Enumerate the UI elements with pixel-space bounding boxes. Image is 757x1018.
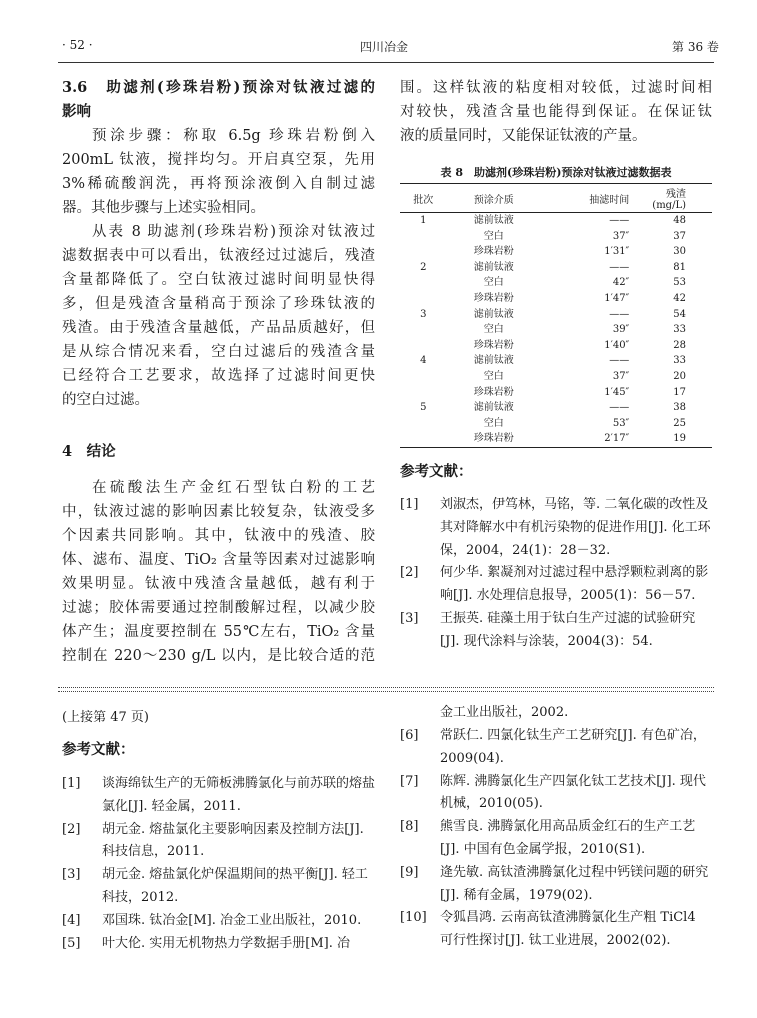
- page-number: · 52 ·: [62, 38, 93, 52]
- paragraph-line: 控制在 220～230 g/L 以内，是比较合适的范: [62, 648, 375, 664]
- table-cell: ——: [609, 355, 630, 367]
- reference-number: [3]: [400, 610, 419, 626]
- table-cell: ——: [609, 261, 630, 273]
- paragraph-line: 过滤；胶体需要通过控制酸解过程，以减少胶: [62, 600, 375, 616]
- table-cell: 空白: [483, 277, 504, 289]
- paragraph-line: 含量都降低了。空白钛液过滤时间明显快得: [62, 272, 375, 288]
- table-cell: ——: [609, 402, 630, 414]
- left-column: [62, 76, 375, 412]
- table-cell: 珍珠岩粉: [473, 433, 514, 445]
- reference-text: 何少华. 絮凝剂对过滤过程中悬浮颗粒剥离的影响[J]. 水处理信息报导，2005(1)：56－57.: [440, 565, 709, 604]
- paragraph-line: 多，但是残渣含量稍高于预涂了珍珠钛液的: [62, 296, 375, 312]
- table-cell: 2: [420, 261, 427, 273]
- table-cell: 30: [673, 246, 686, 258]
- reference-text: 刘淑杰，伊笃林，马铭，等. 二氧化碳的改性及其对降解水中有机污染物的促进作用[J]. 化工环保，2004，24(1)：28－32.: [440, 497, 711, 558]
- table-row: [400, 260, 712, 276]
- table-cell: 19: [673, 433, 686, 445]
- section-separator: [58, 687, 714, 692]
- table-cell: 81: [673, 261, 686, 273]
- table-cell: 3: [420, 308, 427, 320]
- table-cell: 5: [420, 402, 427, 414]
- references-list: [400, 494, 712, 654]
- reference-item: [400, 562, 712, 608]
- reference-item: [400, 907, 712, 953]
- table-cell: [400, 291, 447, 307]
- reference-number: [4]: [62, 912, 81, 928]
- table-cell: 39″: [612, 324, 630, 336]
- table-cell: 滤前钛液: [473, 215, 514, 226]
- column-header: 批次: [413, 194, 434, 206]
- reference-text: 谈海绵钛生产的无筛板沸腾氯化与前苏联的熔盐氯化[J]. 轻金属，2011.: [102, 776, 376, 814]
- reference-text: 邓国珠. 钛冶金[M]. 冶金工业出版社，2010.: [102, 912, 362, 928]
- table-row: [400, 416, 712, 432]
- section-title-line: 3.6 助滤剂(珍珠岩粉)预涂对钛液过滤的: [62, 79, 375, 96]
- table-row: [400, 275, 712, 291]
- paragraph-line: 体、滤布、温度、TiO₂ 含量等因素对过滤影响: [62, 552, 375, 568]
- paragraph-line: 体产生；温度要控制在 55℃左右，TiO₂ 含量: [62, 624, 375, 640]
- table-row: [400, 213, 712, 229]
- reference-5-continued: 金工业出版社，2002.: [440, 705, 569, 720]
- reference-number: [5]: [62, 935, 81, 951]
- table-cell: 33: [673, 324, 686, 336]
- table-cell: 42: [673, 292, 686, 304]
- table-cell: 珍珠岩粉: [473, 292, 514, 304]
- table-row: [400, 385, 712, 401]
- table-cell: 珍珠岩粉: [473, 246, 514, 258]
- table-cell: 空白: [483, 417, 504, 429]
- reference-number: [1]: [400, 497, 419, 512]
- table-cell: [400, 322, 447, 338]
- table-row: [400, 338, 712, 354]
- references-title: 参考文献：: [400, 463, 473, 480]
- table-cell: 珍珠岩粉: [473, 339, 514, 351]
- table-cell: 4: [420, 355, 427, 367]
- paragraph-line: 预涂步骤：称取 6.5g 珍珠岩粉倒入: [92, 128, 375, 144]
- paragraph-line: 在硫酸法生产金红石型钛白粉的工艺: [92, 480, 375, 496]
- table-cell: 1: [420, 215, 427, 226]
- table-cell: 20: [673, 370, 686, 382]
- continued-note: (上接第 47 页): [62, 710, 149, 725]
- table-cell: 28: [673, 339, 686, 351]
- table-row: [400, 229, 712, 245]
- paragraph-line: 3%稀硫酸润洗，再将预涂液倒入自制过滤: [62, 176, 375, 192]
- table-cell: 37″: [612, 370, 630, 382]
- table-row: [400, 431, 712, 447]
- column-header: 残渣(mg/L): [652, 189, 686, 211]
- reference-number: [8]: [400, 819, 419, 835]
- right-column-text: [400, 76, 712, 148]
- paragraph-line: 效果明显。钛液中残渣含量越低，越有利于: [62, 576, 375, 592]
- reference-number: [1]: [62, 776, 81, 791]
- reference-number: [6]: [400, 728, 419, 743]
- table-cell: ——: [609, 215, 630, 226]
- table-cell: 空白: [483, 324, 504, 336]
- bottom-references-right: [400, 725, 712, 953]
- reference-item: [400, 494, 712, 562]
- reference-item: [400, 608, 712, 654]
- reference-text: 王振英. 硅藻土用于钛白生产过滤的试验研究[J]. 现代涂料与涂装，2004(3)：54.: [440, 610, 696, 649]
- table-row: [400, 244, 712, 260]
- table-header-row: [400, 184, 712, 213]
- table-row: [400, 307, 712, 323]
- table-row: [400, 369, 712, 385]
- table-cell: 滤前钛液: [473, 402, 514, 414]
- header-rule: [58, 62, 714, 63]
- table-cell: [400, 229, 447, 245]
- reference-text: 令狐昌鸿. 云南高钛渣沸腾氯化生产粗 TiCl4 可行性探讨[J]. 钛工业进展，2002(02).: [440, 910, 696, 949]
- reference-number: [3]: [62, 867, 81, 883]
- paragraph-line: 对较快，残渣含量也能得到保证。在保证钛: [400, 104, 712, 120]
- table-cell: [400, 369, 447, 385]
- paragraph-line: 是从综合情况来看，空白过滤后的残渣含量: [62, 344, 375, 360]
- reference-item: [400, 725, 712, 771]
- table-cell: 滤前钛液: [473, 308, 514, 320]
- reference-text: 陈辉. 沸腾氯化生产四氯化钛工艺技术[J]. 现代机械，2010(05).: [440, 773, 706, 812]
- table-cell: 滤前钛液: [473, 355, 514, 367]
- bottom-references-title: 参考文献：: [62, 741, 135, 758]
- reference-text: 常跃仁. 四氯化钛生产工艺研究[J]. 有色矿冶，2009(04).: [440, 728, 706, 766]
- table-cell: 25: [673, 417, 686, 429]
- reference-item: [62, 819, 375, 865]
- table-cell: 2′17″: [604, 433, 630, 445]
- table-row: [400, 322, 712, 338]
- table-cell: 滤前钛液: [473, 261, 514, 273]
- table-cell: 空白: [483, 370, 504, 382]
- data-table: [400, 183, 712, 448]
- reference-item: [62, 773, 375, 819]
- table-cell: [400, 431, 447, 447]
- conclusion-section: [62, 440, 375, 668]
- reference-item: [400, 771, 712, 817]
- table-cell: 17: [673, 386, 686, 398]
- table-row: [400, 291, 712, 307]
- paragraph-line: 从表 8 助滤剂(珍珠岩粉)预涂对钛液过: [92, 224, 375, 240]
- table-cell: 54: [673, 308, 686, 320]
- table-cell: 53″: [612, 417, 630, 429]
- paragraph-line: 残渣。由于残渣含量越低，产品品质越好，但: [62, 320, 375, 336]
- table-cell: 1′47″: [604, 292, 630, 304]
- table-cell: [400, 338, 447, 354]
- reference-number: [2]: [400, 565, 419, 581]
- table-cell: 53: [673, 277, 686, 289]
- table-caption: 表 8 助滤剂(珍珠岩粉)预涂对钛液过滤数据表: [440, 166, 672, 179]
- reference-text: 叶大伦. 实用无机物热力学数据手册[M]. 冶: [102, 935, 350, 951]
- table-cell: 空白: [483, 230, 504, 242]
- table-cell: 48: [673, 215, 686, 226]
- table-cell: 1′40″: [604, 339, 630, 351]
- reference-number: [10]: [400, 910, 427, 926]
- paragraph-line: 个因素共同影响。其中，钛液中的残渣、胶: [62, 528, 375, 544]
- paragraph-line: 的空白过滤。: [62, 392, 149, 408]
- table-cell: 37″: [612, 230, 630, 242]
- reference-text: 逄先敏. 高钛渣沸腾氯化过程中钙镁问题的研究[J]. 稀有金属，1979(02).: [440, 864, 709, 903]
- reference-text: 胡元金. 熔盐氯化主要影响因素及控制方法[J]. 科技信息，2011.: [102, 821, 364, 860]
- table-cell: 1′45″: [604, 386, 630, 398]
- paragraph-line: 已经符合工艺要求，故选择了过滤时间更快: [62, 368, 375, 384]
- reference-item: [400, 816, 712, 862]
- table-cell: [400, 385, 447, 401]
- reference-text: 熊雪良. 沸腾氯化用高品质金红石的生产工艺[J]. 中国有色金属学报，2010(S1).: [440, 819, 696, 857]
- reference-number: [7]: [400, 773, 419, 789]
- paragraph-line: 中，钛液过滤的影响因素比较复杂，钛液受多: [62, 504, 375, 520]
- table-cell: 37: [673, 230, 686, 242]
- table-cell: ——: [609, 308, 630, 320]
- reference-number: [9]: [400, 864, 419, 880]
- bottom-references-left: [62, 773, 375, 955]
- table-cell: 1′31″: [604, 246, 630, 258]
- reference-text: 胡元金. 熔盐氯化炉保温期间的热平衡[J]. 轻工科技，2012.: [102, 867, 368, 905]
- table-cell: [400, 275, 447, 291]
- reference-number: [2]: [62, 821, 81, 837]
- table-row: [400, 353, 712, 369]
- paragraph-line: 200mL 钛液，搅拌均匀。开启真空泵，先用: [62, 152, 375, 168]
- column-header: 预涂介质: [473, 194, 514, 206]
- table-cell: [400, 416, 447, 432]
- paragraph-line: 围。这样钛液的粘度相对较低，过滤时间相: [400, 80, 712, 96]
- paragraph-line: 器。其他步骤与上述实验相同。: [62, 200, 265, 216]
- table-cell: 38: [673, 402, 686, 414]
- section-4-title: 4 结论: [62, 443, 116, 460]
- journal-name: 四川冶金: [360, 40, 409, 54]
- reference-item: [62, 864, 375, 910]
- reference-item: [400, 862, 712, 908]
- reference-item: [62, 910, 375, 933]
- table-cell: 珍珠岩粉: [473, 386, 514, 398]
- column-header: 抽滤时间: [589, 194, 630, 206]
- table-cell: 42″: [612, 277, 630, 289]
- paragraph-line: 液的质量同时，又能保证钛液的产量。: [400, 128, 647, 144]
- paragraph-line: 滤数据表中可以看出，钛液经过过滤后，残渣: [62, 248, 375, 264]
- reference-item: [62, 933, 375, 956]
- table-cell: [400, 244, 447, 260]
- section-title-line: 影响: [62, 103, 91, 120]
- table-row: [400, 400, 712, 416]
- table-cell: 33: [673, 355, 686, 367]
- volume: 第 36 卷: [672, 40, 719, 54]
